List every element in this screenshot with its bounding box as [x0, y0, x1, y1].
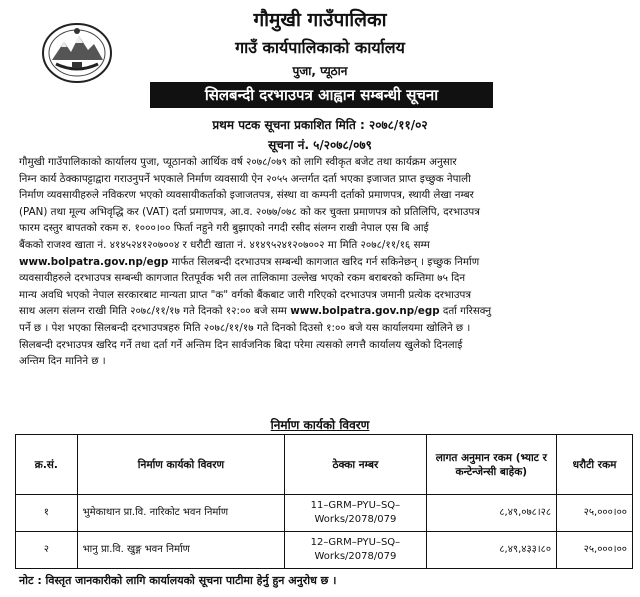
- office-name: गाउँ कार्यपालिकाको कार्यालय: [235, 38, 405, 57]
- body-line-website: [19, 254, 625, 271]
- body-line: व्यवसायीहरुले दरभाउपत्र सम्बन्धी कागजात रितपूर्वक भरी तल तालिकामा उल्लेख भएको रकम बराबरको कम्तिमा ७५ दिन: [19, 272, 466, 285]
- website-link[interactable]: www.bolpatra.gov.np/egp: [290, 305, 440, 318]
- body-line: पर्ने छ । पेश भएका सिलबन्दी दरभाउपत्रहरु मिति २०७८/११/१७ गते दिनको दिउसो १:०० बजे यस कार्यालयमा खोलिने छ ।: [19, 321, 471, 334]
- header-contract-number: ठेक्का नम्बर: [285, 435, 426, 495]
- body-line: अन्तिम दिन मानिने छ ।: [19, 355, 106, 368]
- municipality-name: गौमुखी गाउँपालिका: [253, 9, 387, 31]
- body-text: मार्फत सिलबन्दी दरभाउपत्र सम्बन्धी कागजात खरिद गर्न सकिनेछन् । इच्छुक निर्माण: [168, 255, 480, 268]
- cell-contract-number: [285, 532, 426, 569]
- body-line: (PAN) तथा मूल्य अभिवृद्धि कर (VAT) दर्ता प्रमाणपत्र, आ.व. २०७७/०७८ को कर चुक्ता प्रमाणपत्र को प्रतिलिपि, दरभाउपत्र: [19, 205, 480, 218]
- cell-deposit: २५,०००।००: [557, 532, 633, 569]
- cell-cost: ८,४९,४३३।८०: [426, 532, 557, 569]
- header-deposit: धरौटी रकम: [557, 435, 633, 495]
- contract-line: 11–GRM–PYU–SQ–: [310, 500, 401, 511]
- cell-deposit: २५,०००।००: [557, 495, 633, 532]
- contract-line: Works/2078/079: [314, 551, 397, 562]
- footer-note: नोट : विस्तृत जानकारीको लागि कार्यालयको सूचना पाटीमा हेर्नु हुन अनुरोध छ ।: [19, 574, 337, 587]
- first-publish-date: प्रथम पटक सूचना प्रकाशित मिति : २०७८/११/०२: [212, 118, 428, 132]
- body-line: बैंकको राजश्व खाता नं. ४१४५२४१२०७००४ र धरौटी खाता नं. ४१४९५२४१२०७००२ मा मिति २०७८/११/१६ सम्म: [19, 238, 430, 251]
- table-header-row: [16, 435, 633, 495]
- office-address: पुजा, प्यूठान: [292, 64, 348, 78]
- notice-title-banner: सिलबन्दी दरभाउपत्र आह्वान सम्बन्धी सूचना: [150, 82, 493, 108]
- body-line-website: [19, 303, 625, 320]
- contract-line: Works/2078/079: [314, 514, 397, 525]
- notice-number: सूचना नं. ५/२०७८/०७९: [268, 138, 372, 152]
- cell-contract-number: [285, 495, 426, 532]
- website-link[interactable]: www.bolpatra.gov.np/egp: [19, 255, 169, 268]
- body-line: निर्माण व्यवसायीहरुले नविकरण भएको व्यवसायीकर्ताको इजाजतपत्र, संस्था वा कम्पनी दर्ताको प्रमाणपत्र, स्थायी लेखा नम्बर: [19, 189, 474, 202]
- body-text: दर्ता गरिसक्नु: [439, 305, 492, 318]
- header-cost-estimate: लागत अनुमान रकम (भ्याट र कन्टेन्जेन्सी बाहेक): [426, 435, 557, 495]
- body-line: सिलबन्दी दरभाउपत्र खरिद गर्ने तथा दर्ता गर्ने अन्तिम दिन सार्वजनिक बिदा परेमा त्यसको लगत्तै कार्यालय खुलेको दिनलाई: [19, 338, 463, 351]
- contract-line: 12–GRM–PYU–SQ–: [310, 537, 401, 548]
- cell-description: भुमेकाथान प्रा.वि. नारिकोट भवन निर्माण: [77, 495, 285, 532]
- body-line: फारम दस्तुर बापतको रकम रु. १०००।०० फिर्ता नहुने गरी बुझाएको नगदी रसीद संलग्न राखी नेपाल एस बि आई: [19, 222, 429, 235]
- cell-sn: १: [16, 495, 78, 532]
- cell-cost: ८,४९,०७८।२८: [426, 495, 557, 532]
- table-row: [16, 495, 633, 532]
- header-description: निर्माण कार्यको विवरण: [77, 435, 285, 495]
- body-line: मान्य अवधि भएको नेपाल सरकारबाट मान्यता प्राप्त "क" वर्गको बैंकबाट जारी गरिएको दरभाउपत्र जमानी प्रत्येक दरभाउपत्र: [19, 288, 472, 301]
- body-line: गौमुखी गाउँपालिकाको कार्यालय पुजा, प्यूठानको आर्थिक वर्ष २०७८/०७९ को लागि स्वीकृत बजेट तथा कार्यक्रम अनुसार: [19, 156, 457, 168]
- body-line: निम्न कार्य ठेक्कापट्टाद्वारा गराउनुपर्ने भएकाले निर्माण व्यवसायी ऐन २०५५ अन्तर्गत दर्ता भएका इजाजत प्राप्त इच्छुक नेपाली: [19, 172, 471, 185]
- header-sn: क्र.सं.: [16, 435, 78, 495]
- notice-body: [19, 154, 625, 370]
- cell-sn: २: [16, 532, 78, 569]
- works-table-title: निर्माण कार्यको विवरण: [270, 418, 370, 432]
- works-table: [15, 434, 633, 569]
- table-row: [16, 532, 633, 569]
- body-text: साथ अलग संलग्न राखी मिति २०७८/११/१७ गते दिनको १२:०० बजे सम्म: [19, 305, 287, 318]
- cell-description: भानु प्रा.वि. खुङ्ग भवन निर्माण: [77, 532, 285, 569]
